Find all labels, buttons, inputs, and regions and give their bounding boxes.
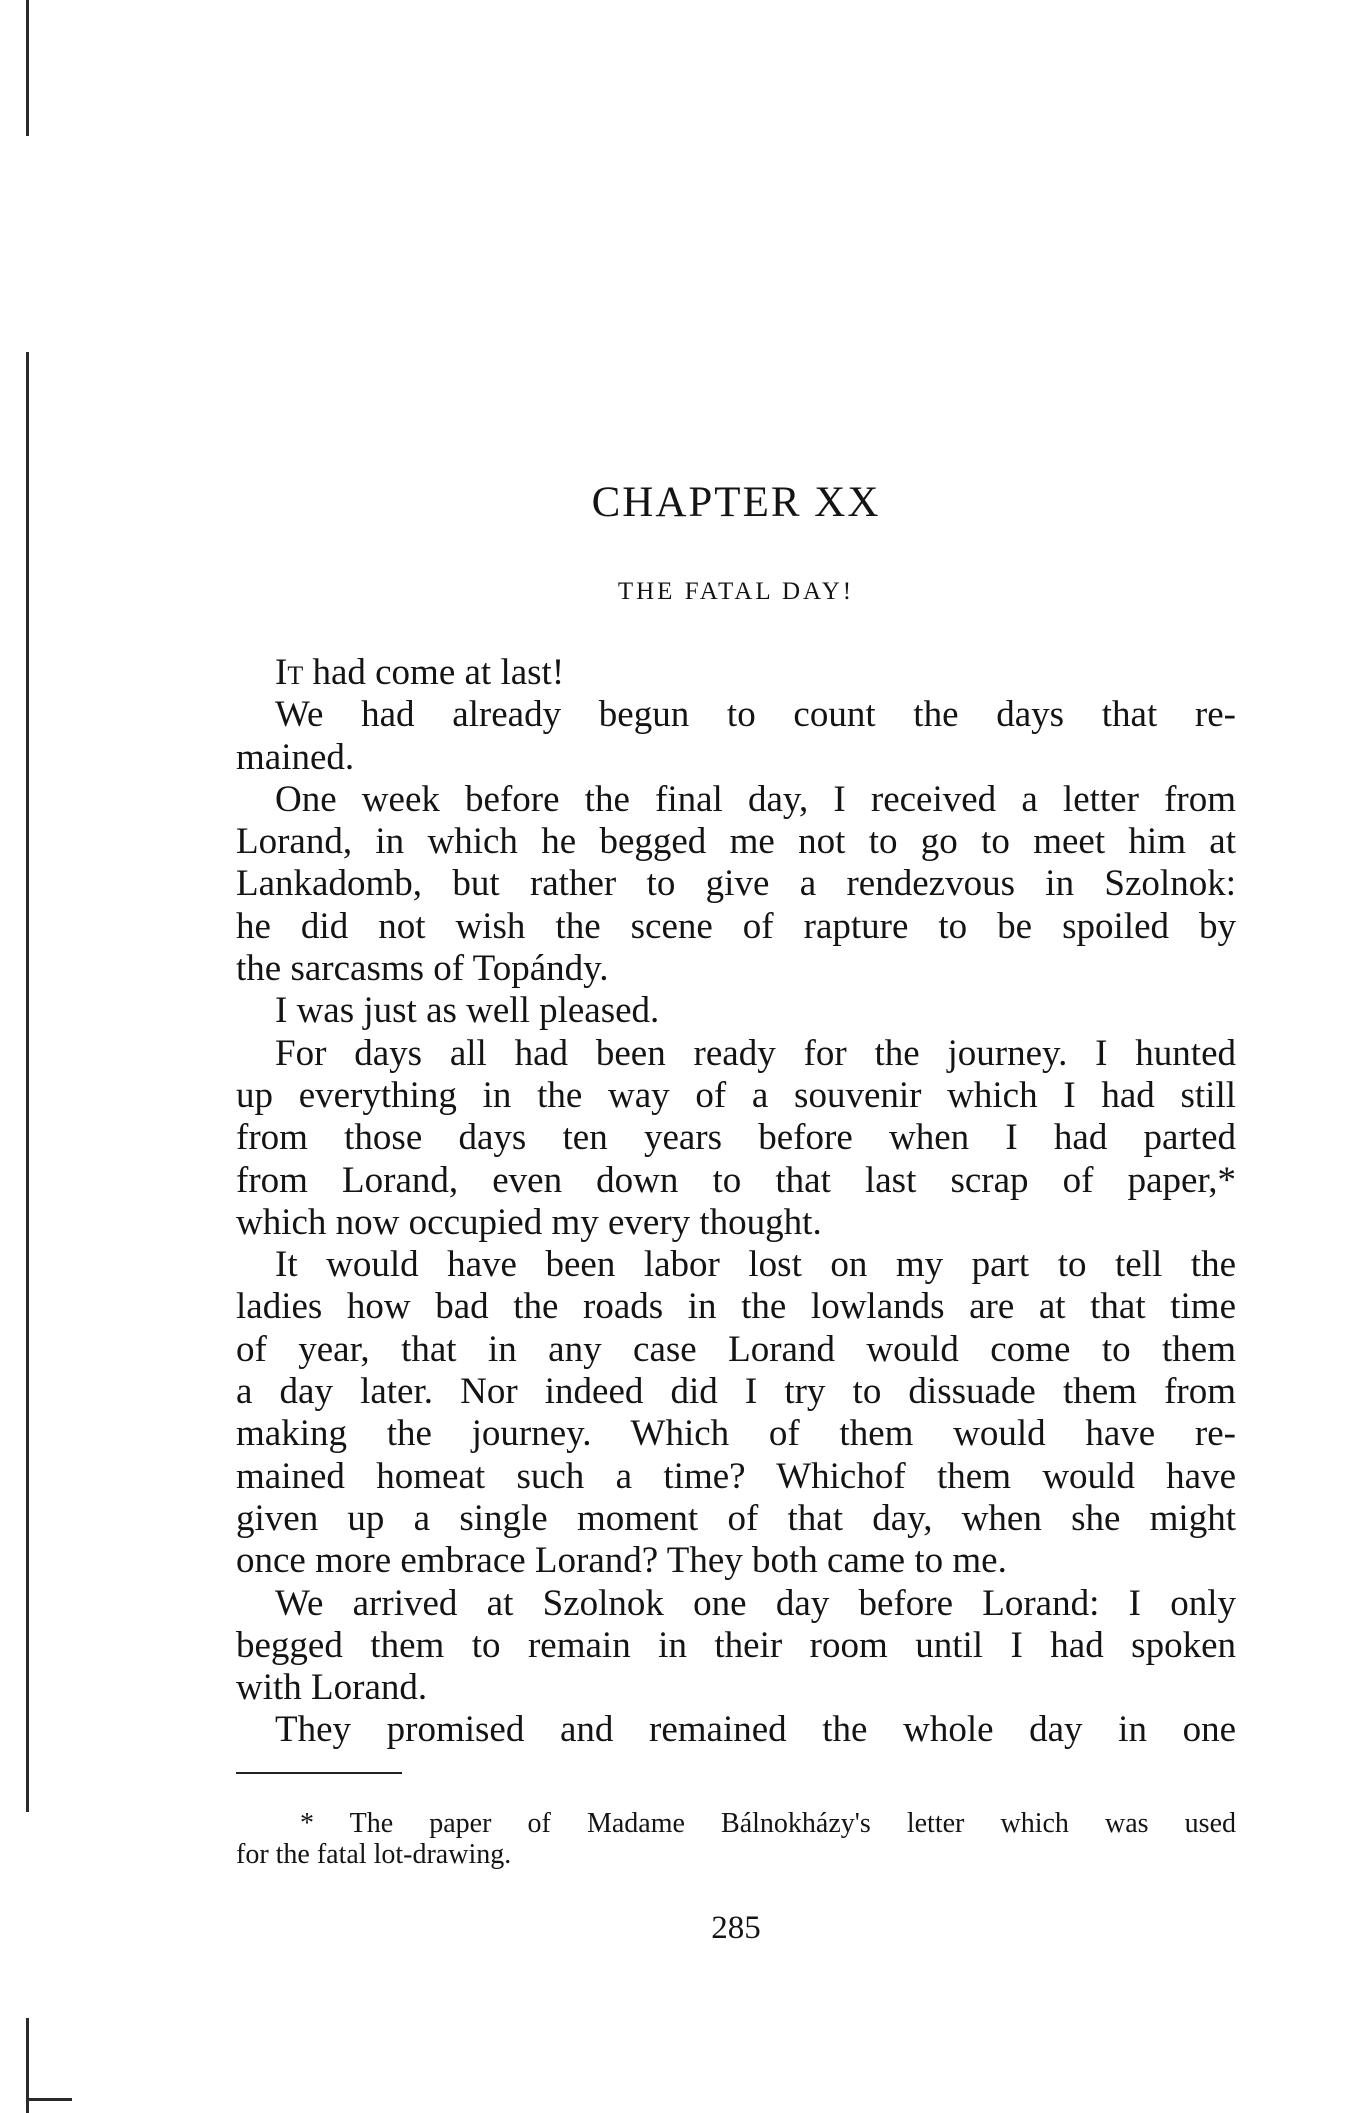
body-line: mained. [236, 736, 355, 778]
scan-edge-middle [26, 352, 29, 1812]
body-line-text: had come at last! [303, 652, 565, 693]
body-line: Lankadomb, but rather to give a rendezvous in Szolnok: [236, 863, 1236, 905]
footnote-line: for the fatal lot-drawing. [236, 1839, 512, 1870]
footnote-line: * The paper of Madame Bálnokházy's letter which was used [300, 1808, 1236, 1839]
body-line: the sarcasms of Topándy. [236, 948, 609, 990]
body-line: of year, that in any case Lorand would come to them [236, 1328, 1236, 1370]
drop-word: It [275, 652, 304, 693]
scan-edge-bottom-foot [26, 2098, 72, 2101]
chapter-subtitle: THE FATAL DAY! [617, 578, 855, 605]
body-line: We arrived at Szolnok one day before Lorand: I only [275, 1582, 1236, 1624]
body-line: once more embrace Lorand? They both came to me. [236, 1540, 1007, 1582]
body-line: making the journey. Which of them would have re- [236, 1413, 1236, 1455]
footnote-divider [236, 1772, 402, 1774]
body-line: mained homeat such a time? Whichof them would have [236, 1455, 1236, 1497]
body-line: They promised and remained the whole day in one [275, 1709, 1236, 1751]
body-line: which now occupied my every thought. [236, 1201, 822, 1243]
body-line: he did not wish the scene of rapture to be spoiled by [236, 905, 1236, 947]
body-line: We had already begun to count the days that re- [275, 694, 1236, 736]
body-line: It would have been labor lost on my part to tell the [275, 1244, 1236, 1286]
chapter-title: CHAPTER XX [591, 479, 881, 526]
body-line: from those days ten years before when I had parted [236, 1117, 1236, 1159]
body-line: begged them to remain in their room until I had spoken [236, 1624, 1236, 1666]
body-line: a day later. Nor indeed did I try to dissuade them from [236, 1371, 1236, 1413]
footnote [236, 1808, 1236, 1870]
body-line: For days all had been ready for the journey. I hunted [275, 1032, 1236, 1074]
body-line: Lorand, in which he begged me not to go to meet him at [236, 821, 1236, 863]
body-line: up everything in the way of a souvenir which I had still [236, 1074, 1236, 1116]
body-line [236, 652, 1236, 694]
body-text [236, 652, 1236, 1752]
scan-edge-top [26, 0, 29, 136]
body-line: ladies how bad the roads in the lowlands are at that time [236, 1286, 1236, 1328]
body-line: with Lorand. [236, 1667, 428, 1709]
body-line: One week before the final day, I received a letter from [275, 778, 1236, 820]
page-number: 285 [711, 1910, 761, 1946]
body-line: given up a single moment of that day, when she might [236, 1497, 1236, 1539]
body-line: from Lorand, even down to that last scrap of paper,* [236, 1159, 1236, 1201]
body-line: I was just as well pleased. [275, 990, 660, 1032]
